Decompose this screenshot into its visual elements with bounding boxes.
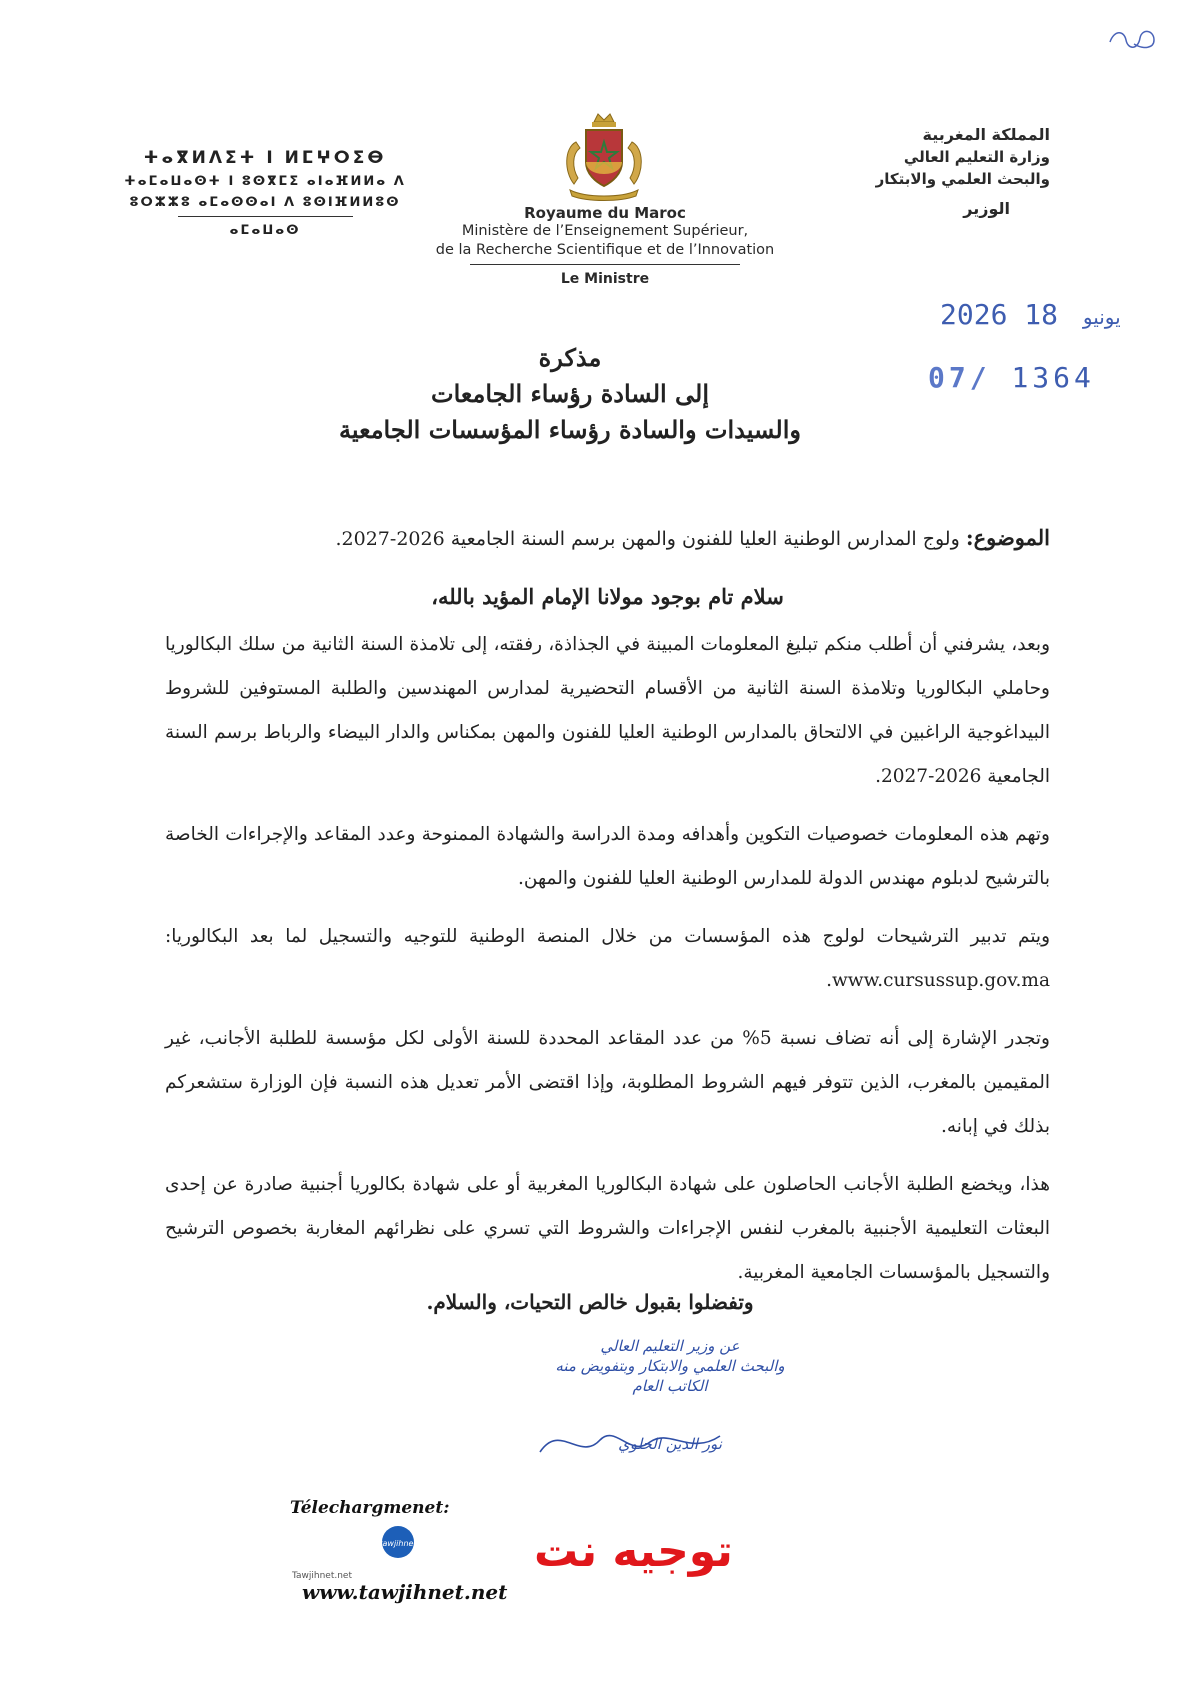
tifinagh-minister: ⴰⵎⴰⵡⴰⵙ: [229, 223, 301, 238]
french-letterhead: [380, 204, 830, 287]
watermark-label: Télechargmenet:: [290, 1498, 450, 1518]
arabic-kingdom: المملكة المغربية: [922, 125, 1050, 144]
subject-text: ولوج المدارس الوطنية العليا للفنون والمهن برسم السنة الجامعية 2026-2027.: [335, 528, 960, 550]
stamp-month: يونيو: [1082, 305, 1121, 329]
french-kingdom: Royaume du Maroc: [524, 204, 686, 222]
memo-closing: وتفضلوا بقبول خالص التحيات، والسلام.: [426, 1290, 754, 1314]
royal-coat-of-arms-icon: [556, 112, 652, 204]
logo-sub-text: Tawjihnet.net: [292, 1571, 352, 1581]
stamp-date: [940, 298, 1120, 331]
memo-body: [165, 516, 1050, 1309]
stamp-day: 18: [1024, 298, 1059, 331]
stamp-reference: [928, 361, 1120, 394]
memo-subject: [165, 516, 1050, 561]
signature-line1: عن وزير التعليم العالي: [600, 1337, 740, 1355]
handwritten-signature: [530, 1412, 750, 1472]
french-ministry-line2: de la Recherche Scientifique et de l’Innovation: [435, 242, 775, 258]
signature-line2: والبحث العلمي والابتكار وبتفويض منه: [555, 1357, 785, 1375]
tifinagh-divider: [178, 216, 353, 217]
french-minister: Le Ministre: [560, 271, 650, 287]
arabic-letterhead: [790, 124, 1050, 220]
arabic-minister: الوزير: [963, 199, 1010, 218]
stamp-ref-prefix: 07/: [928, 361, 991, 394]
tifinagh-kingdom: ⵜⴰⴳⵍⴷⵉⵜ ⵏ ⵍⵎⵖⵔⵉⴱ: [143, 148, 387, 168]
memo-titles: [300, 340, 840, 448]
tifinagh-ministry-line1: ⵜⴰⵎⴰⵡⴰⵙⵜ ⵏ ⵓⵙⴳⵎⵉ ⴰⵏⴰⴼⵍⵍⴰ ⴷ: [124, 174, 406, 189]
stamp-year: 2026: [940, 298, 1008, 331]
french-divider: [470, 264, 740, 265]
body-paragraph: وبعد، يشرفني أن أطلب منكم تبليغ المعلومات المبينة في الجذاذة، رفقته، إلى تلامذة السنة الثانية من سلك البكالوريا وحاملي البكالوريا وتلامذة السنة الثانية من الأقسام التحضيرية لمدارس المهندسين والطلبة المستوفين للشروط البيداغوجية الراغبين في الالتحاق بالمدارس الوطنية العليا للفنون والمهن بمكناس والدار البيضاء والرباط برسم السنة الجامعية 2026-2027.: [165, 634, 1050, 787]
body-paragraph: وتجدر الإشارة إلى أنه تضاف نسبة 5% من عدد المقاعد المحددة للسنة الأولى لكل مؤسسة للطلبة الأجانب، غير المقيمين بالمغرب، الذين تتوفر فيهم الشروط المطلوبة، وإذا اقتضى الأمر تعديل هذه النسبة فإن الوزارة ستشعركم بذلك في إبانه.: [165, 1028, 1050, 1137]
arabic-ministry-line1: وزارة التعليم العالي: [903, 148, 1050, 166]
subject-label: الموضوع:: [965, 525, 1050, 550]
memo-title: مذكرة: [538, 343, 602, 372]
logo-arabic-text: توجيه نت: [534, 1526, 733, 1577]
memo-greeting: سلام تام بوجود مولانا الإمام المؤيد بالله،: [431, 584, 784, 609]
body-paragraph: هذا، ويخضع الطلبة الأجانب الحاصلون على شهادة البكالوريا المغربية أو على شهادة بكالوريا أجنبية صادرة عن إحدى البعثات التعليمية الأجنبية بالمغرب لنفس الإجراءات والشروط التي تسري على نظرائهم المغاربة بخصوص الترشيح والتسجيل بالمؤسسات الجامعية المغربية.: [165, 1174, 1050, 1283]
watermark-url: www.tawjihnet.net: [302, 1580, 508, 1604]
arabic-ministry-line2: والبحث العلمي والابتكار: [875, 170, 1050, 188]
signature-line3: الكاتب العام: [632, 1377, 708, 1395]
french-ministry-line1: Ministère de l’Enseignement Supérieur,: [461, 223, 749, 239]
tawjihnet-logo: [286, 1516, 733, 1582]
body-paragraph: وتهم هذه المعلومات خصوصيات التكوين وأهدافه ومدة الدراسة والشهادة الممنوحة وعدد المقاعد والإجراءات الخاصة بالترشيح لدبلوم مهندس الدولة للمدارس الوطنية العليا للفنون والمهن.: [165, 824, 1050, 889]
stamp-ref-number: 1364: [1011, 361, 1095, 394]
tifinagh-ministry-line2: ⵓⵔⵣⵣⵓ ⴰⵎⴰⵙⵙⴰⵏ ⴷ ⵓⵙⵏⴼⵍⵍⵓⵙ: [129, 195, 401, 210]
signatory-name: نور الدين الحلوي: [618, 1435, 722, 1453]
date-reference-stamp: [928, 298, 1121, 394]
body-paragraph: ويتم تدبير الترشيحات لولوج هذه المؤسسات من خلال المنصة الوطنية للتوجيه والتسجيل لما بعد البكالوريا: www.cursussup.gov.ma.: [165, 926, 1050, 991]
memo-addressee-line1: إلى السادة رؤساء الجامعات: [430, 379, 710, 408]
memo-addressee-line2: والسيدات والسادة رؤساء المؤسسات الجامعية: [339, 415, 801, 444]
corner-scribble-mark: [1104, 24, 1160, 54]
svg-text:tawjihnet: tawjihnet: [379, 1539, 417, 1548]
